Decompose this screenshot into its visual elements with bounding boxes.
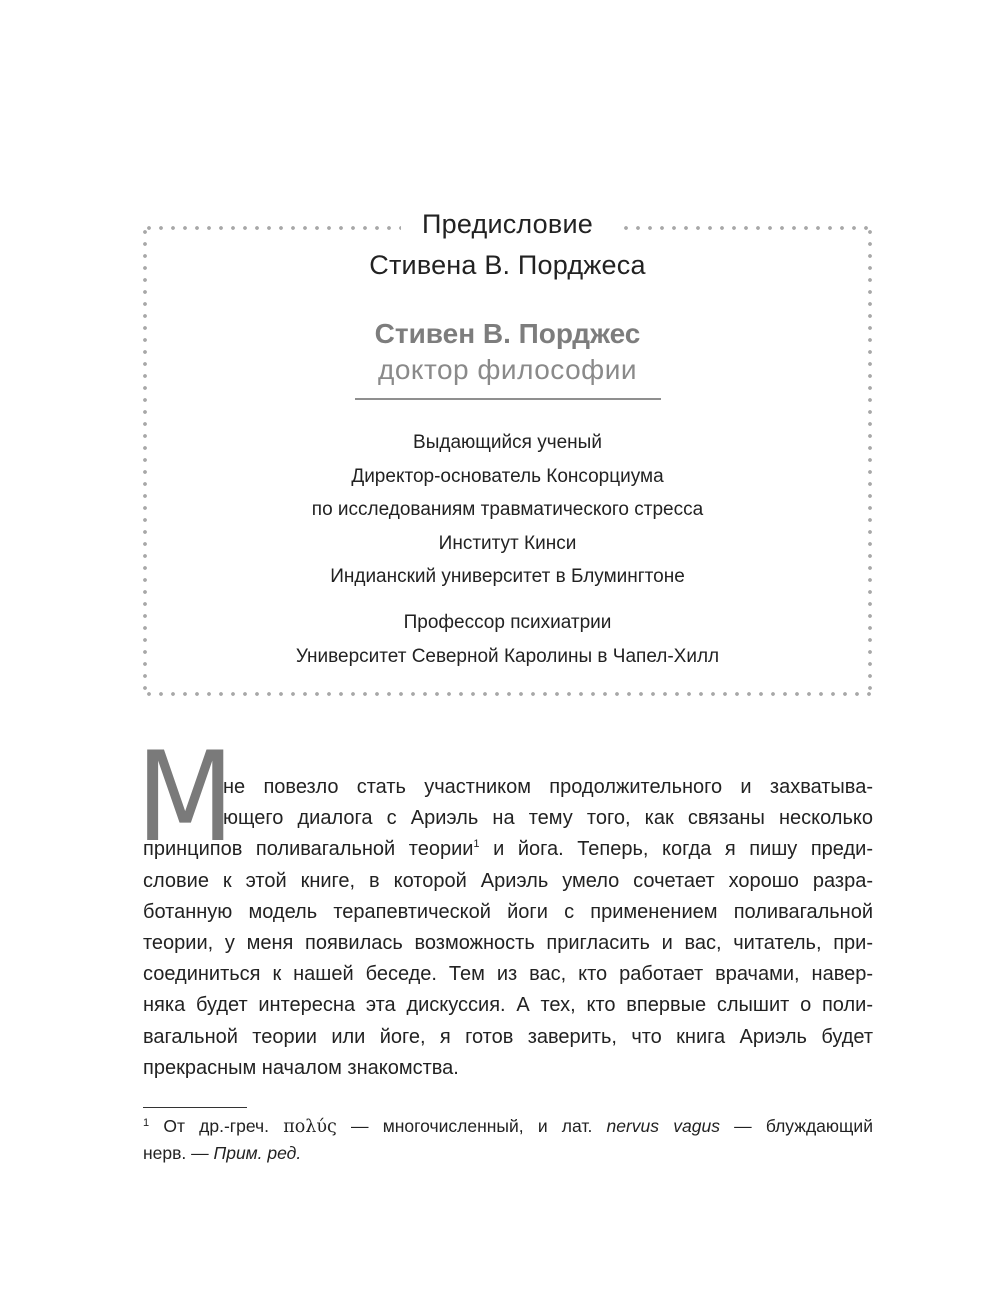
body-line: соединиться к нашей беседе. Тем из вас, кто работает врачами, навер-: [143, 963, 873, 986]
body-line: ющего диалога с Ариэль на тему того, как связаны несколько: [223, 807, 873, 830]
credential-line: Директор-основатель Консорциума: [351, 465, 664, 487]
footnote-prefix: От др.-греч.: [163, 1116, 270, 1136]
body-line: словие к этой книге, в которой Ариэль умело сочетает хорошо разра-: [143, 869, 873, 892]
credentials-group-2: [143, 606, 872, 673]
body-line: вагальной теории или йоге, я готов заверить, что книга Ариэль будет: [143, 1025, 873, 1048]
credential-line: Профессор психиатрии: [403, 612, 612, 633]
author-name: Стивен В. Порджес: [374, 318, 641, 349]
body-line: прекрасным началом знакомства.: [143, 1056, 459, 1079]
footnote-line2: [143, 1140, 873, 1166]
footnote-reference[interactable]: 1: [473, 838, 480, 851]
footnote-middle: — многочисленный, и лат.: [351, 1116, 593, 1136]
credential-line: Университет Северной Каролины в Чапел-Хилл: [295, 645, 720, 667]
footnote-line1: [143, 1113, 873, 1140]
footnote-line2-start: нерв. —: [143, 1143, 209, 1163]
dotted-border-bottom: [143, 692, 872, 696]
body-paragraph: [143, 772, 873, 1084]
body-line: ботанную модель терапевтической йоги с применением поливагальной: [143, 900, 873, 923]
body-line: теории, у меня появилась возможность пригласить и вас, читатель, при-: [143, 931, 873, 954]
footnote-number: 1: [143, 1117, 150, 1129]
author-degree: доктор философии: [377, 354, 637, 385]
body-line: не повезло стать участником продолжительного и захватыва-: [223, 776, 873, 798]
drop-cap-letter: М: [136, 726, 235, 870]
footnote-latin-term: nervus vagus: [606, 1116, 720, 1136]
credentials-group-1: [143, 426, 872, 594]
footnote-greek-word: πολύς: [283, 1117, 337, 1137]
author-underline: [355, 398, 661, 400]
foreword-box: [143, 209, 872, 696]
credential-line: Выдающийся ученый: [413, 432, 602, 453]
foreword-title-line2: Стивена В. Порджеса: [369, 250, 646, 280]
footnote-suffix: — блуждающий: [734, 1116, 873, 1136]
body-line-part: принципов поливагальной теории: [143, 838, 474, 861]
footnote-separator: [143, 1107, 247, 1108]
foreword-title-line1: Предисловие: [422, 209, 593, 239]
credential-line: по исследованиям травматического стресса: [311, 499, 704, 520]
body-line-part: и йога. Теперь, когда я пишу преди-: [493, 838, 873, 861]
body-line: няка будет интересна эта дискуссия. А тех, кто впервые слышит о поли-: [143, 994, 873, 1017]
footnote: [143, 1113, 873, 1166]
body-line-with-footnote: [143, 834, 873, 865]
footnote-editor-note: Прим. ред.: [213, 1143, 302, 1163]
credential-line: Индианский университет в Блумингтоне: [330, 566, 685, 587]
credential-line: Институт Кинси: [438, 532, 577, 554]
